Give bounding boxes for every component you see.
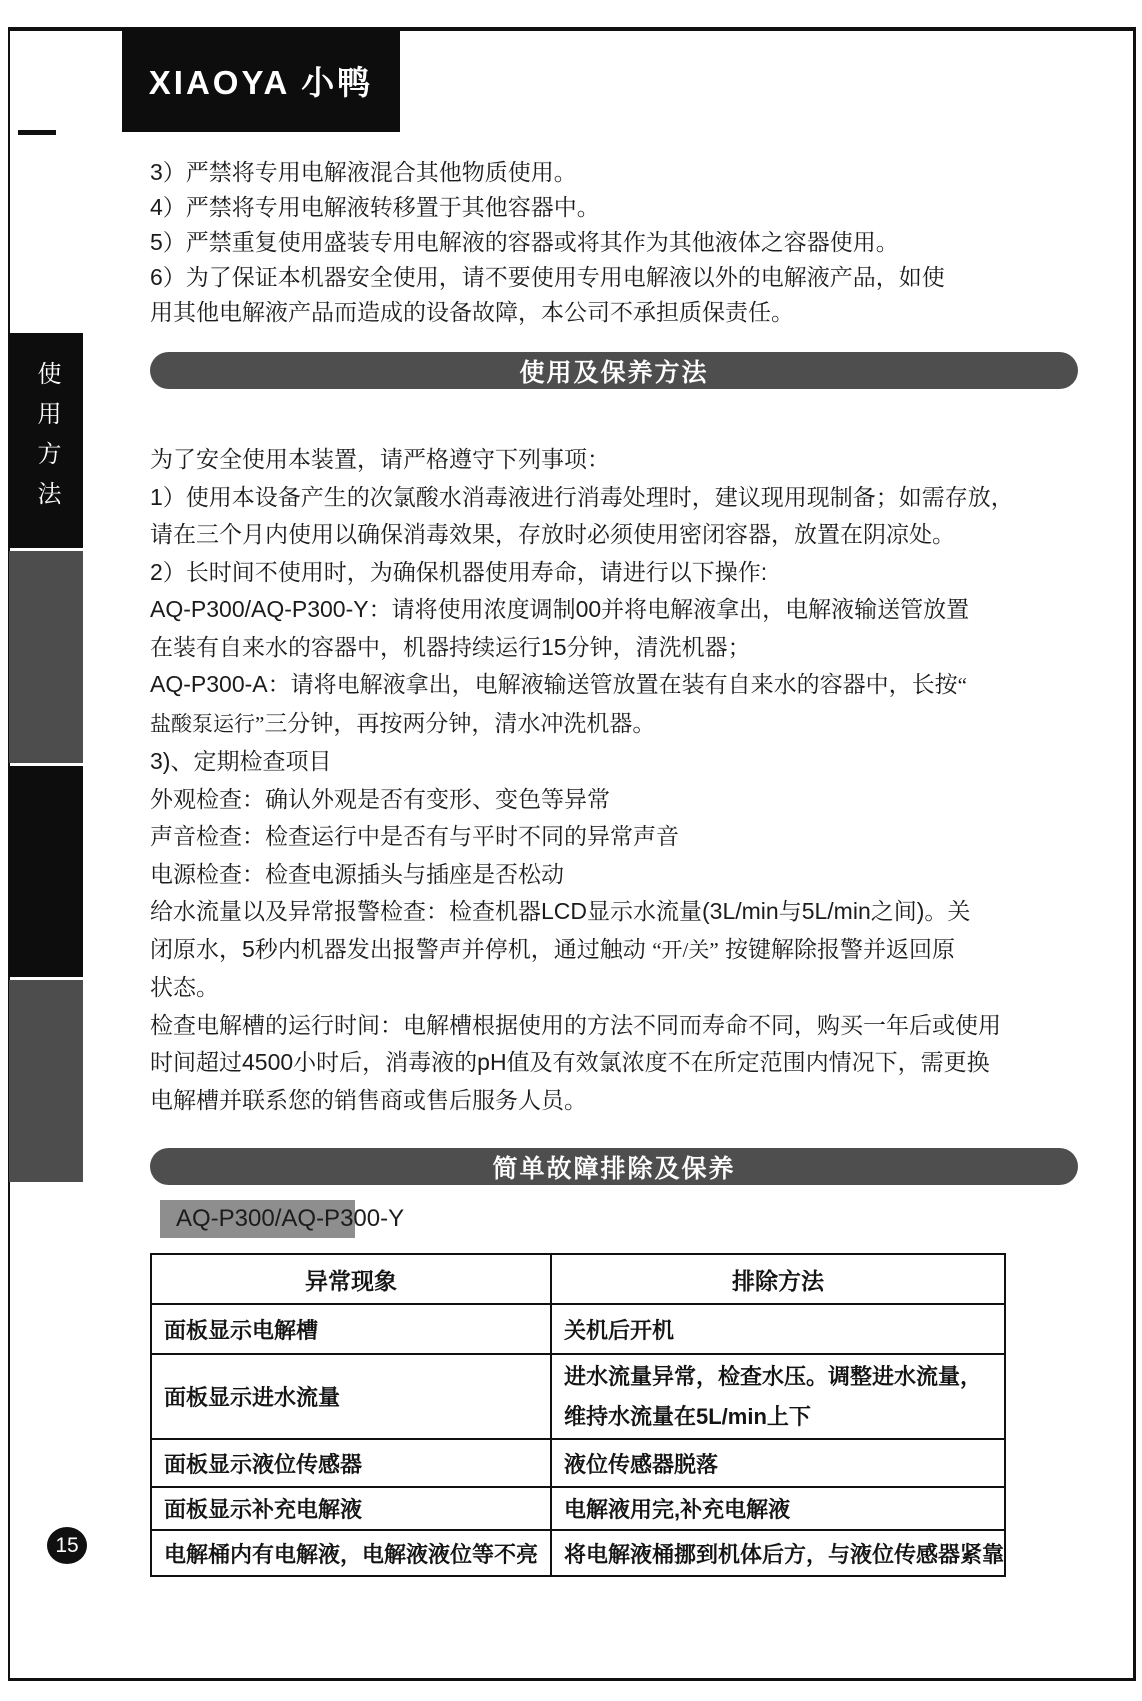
- body-line: 电解槽并联系您的销售商或售后服务人员。: [150, 1086, 587, 1113]
- brand-logo: [122, 28, 400, 132]
- remedy-cell: [551, 1354, 1005, 1439]
- symptom-cell: 电解桶内有电解液，电解液液位等不亮: [151, 1530, 551, 1576]
- remedy-cell: 关机后开机: [551, 1304, 1005, 1354]
- sidebar-tab-label: 使用方法: [33, 360, 60, 521]
- body-line: 状态。: [150, 974, 219, 1000]
- body-line-segment: 按键解除报警并返回原: [718, 935, 956, 962]
- body-line: 检查电解槽的运行时间：电解槽根据使用的方法不同而寿命不同，购买一年后或使用: [150, 1011, 1001, 1038]
- body-line: [150, 705, 1030, 744]
- section-title: 使用及保养方法: [519, 358, 709, 387]
- table-row: [151, 1439, 1005, 1487]
- table-row: [151, 1530, 1005, 1576]
- body-line: AQ-P300/AQ-P300-Y：请将使用浓度调制00并将电解液拿出，电解液输送管放置: [150, 596, 970, 622]
- usage-maintenance-text: [150, 441, 1030, 1119]
- body-line: 请在三个月内使用以确保消毒效果，存放时必须使用密闭容器，放置在阴凉处。: [150, 521, 955, 547]
- body-line: 为了安全使用本装置，请严格遵守下列事项：: [150, 446, 610, 472]
- model-label-text: AQ-P300/AQ-P300-Y: [176, 1205, 405, 1232]
- symptom-cell: 面板显示补充电解液: [151, 1487, 551, 1530]
- body-line: 电源检查：检查电源插头与插座是否松动: [150, 860, 564, 887]
- sidebar-tab-usage-method: [9, 333, 83, 548]
- remedy-cell: 电解液用完,补充电解液: [551, 1487, 1005, 1530]
- model-label-badge: [160, 1200, 405, 1238]
- intro-line: 4）严禁将专用电解液转移置于其他容器中。: [150, 194, 600, 220]
- section-header-usage-maintenance: [150, 352, 1078, 389]
- body-line: 时间超过4500小时后，消毒液的pH值及有效氯浓度不在所定范围内情况下，需更换: [150, 1049, 990, 1075]
- table-header-symptom: 异常现象: [151, 1254, 551, 1304]
- remedy-line: 进水流量异常，检查水压。调整进水流量，: [564, 1363, 983, 1389]
- body-line: 外观检查：确认外观是否有变形、变色等异常: [150, 785, 610, 812]
- intro-notes: [150, 155, 1030, 330]
- section-header-troubleshooting: [150, 1148, 1078, 1185]
- table-header-remedy: 排除方法: [551, 1254, 1005, 1304]
- remedy-line: 维持水流量在5L/min上下: [564, 1403, 811, 1429]
- intro-line: 3）严禁将专用电解液混合其他物质使用。: [150, 159, 577, 185]
- remedy-cell: 液位传感器脱落: [551, 1439, 1005, 1487]
- section-title: 简单故障排除及保养: [492, 1154, 736, 1183]
- intro-line: 6）为了保证本机器安全使用，请不要使用专用电解液以外的电解液产品，如使: [150, 264, 945, 290]
- body-line: 给水流量以及异常报警检查：检查机器LCD显示水流量(3L/min与5L/min之间)。关: [150, 898, 971, 924]
- body-line: 2）长时间不使用时，为确保机器使用寿命，请进行以下操作:: [150, 558, 768, 585]
- body-line: 在装有自来水的容器中，机器持续运行15分钟，清洗机器；: [150, 633, 751, 660]
- sidebar-block-gray-3: [9, 980, 83, 1182]
- quote-mark: “: [957, 673, 967, 697]
- table-row: [151, 1304, 1005, 1354]
- body-line: [150, 931, 1030, 970]
- page-number-badge: [47, 1527, 87, 1564]
- brand-logo-text: XIAOYA 小鸭: [148, 63, 374, 101]
- logo-underline-dash: [18, 130, 56, 135]
- symptom-cell: 面板显示液位传感器: [151, 1439, 551, 1487]
- body-line: 1）使用本设备产生的次氯酸水消毒液进行消毒处理时，建议现用现制备；如需存放，: [150, 483, 1014, 510]
- button-name-acid-pump-run: 盐酸泵运行”: [150, 711, 265, 736]
- intro-line: 用其他电解液产品而造成的设备故障，本公司不承担质保责任。: [150, 299, 794, 325]
- body-line: 声音检查：检查运行中是否有与平时不同的异常声音: [150, 823, 679, 849]
- body-line: [150, 666, 1030, 705]
- table-header-row: [151, 1254, 1005, 1304]
- table-row: [151, 1354, 1005, 1439]
- intro-line: 5）严禁重复使用盛装专用电解液的容器或将其作为其他液体之容器使用。: [150, 229, 899, 255]
- sidebar-block-gray-1: [9, 551, 83, 763]
- sidebar-block-black-2: [9, 766, 83, 977]
- page-number: 15: [55, 1533, 79, 1557]
- body-line-segment: 三分钟，再按两分钟，清水冲洗机器。: [264, 709, 656, 736]
- table-row: [151, 1487, 1005, 1530]
- remedy-cell: 将电解液桶挪到机体后方，与液位传感器紧靠: [551, 1530, 1005, 1576]
- body-line-segment: AQ-P300-A：请将电解液拿出，电解液输送管放置在装有自来水的容器中，长按: [150, 671, 958, 697]
- body-line: 3)、定期检查项目: [150, 748, 332, 774]
- symptom-cell: 面板显示进水流量: [151, 1354, 551, 1439]
- body-line-segment: 闭原水，5秒内机器发出报警声并停机，通过触动: [150, 935, 653, 962]
- troubleshooting-table: [150, 1253, 1006, 1577]
- symptom-cell: 面板显示电解槽: [151, 1304, 551, 1354]
- button-name-on-off: “开/关”: [652, 937, 719, 962]
